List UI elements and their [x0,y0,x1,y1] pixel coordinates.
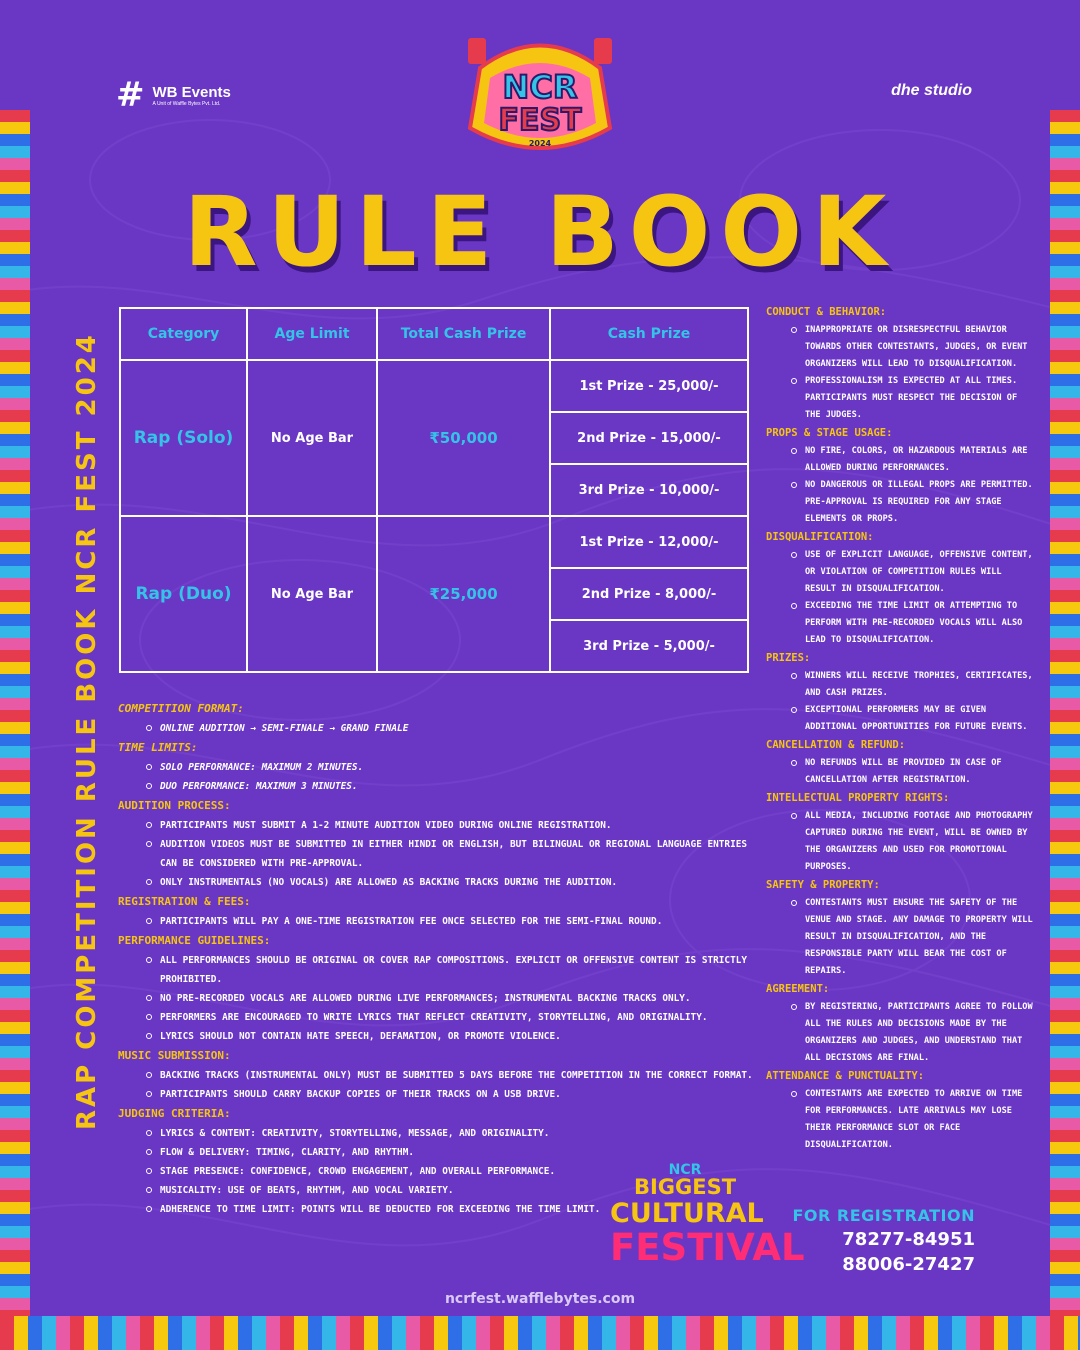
rules-left-column [118,699,768,1219]
category-cell: Rap (Solo) [120,360,247,516]
page-title: RULE BOOK [183,176,897,288]
rule-list [766,322,1036,424]
header-category: Category [120,308,247,360]
section-heading: DISQUALIFICATION: [766,531,874,543]
section-heading: REGISTRATION & FEES: [118,895,251,908]
section-heading: CANCELLATION & REFUND: [766,739,906,751]
prize-cell: 1st Prize - 25,000/- [550,360,748,412]
age-cell: No Age Bar [247,360,377,516]
section-heading: PROPS & STAGE USAGE: [766,427,893,439]
list-item: STAGE PRESENCE: CONFIDENCE, CROWD ENGAGEMENT, AND OVERALL PERFORMANCE. [118,1162,768,1181]
dhe-studio-name: dhe studio [891,82,972,99]
list-item: SOLO PERFORMANCE: MAXIMUM 2 MINUTES. [118,758,768,777]
list-item: MUSICALITY: USE OF BEATS, RHYTHM, AND VOCAL VARIETY. [118,1181,768,1200]
list-item: LYRICS SHOULD NOT CONTAIN HATE SPEECH, DEFAMATION, OR PROMOTE VIOLENCE. [118,1027,768,1046]
list-item: PERFORMERS ARE ENCOURAGED TO WRITE LYRICS THAT REFLECT CREATIVITY, STORYTELLING, AND ORIGINALITY. [118,1008,768,1027]
list-item: PARTICIPANTS SHOULD CARRY BACKUP COPIES OF THEIR TRACKS ON A USB DRIVE. [118,1085,768,1104]
section-heading: PRIZES: [766,652,811,664]
vertical-side-title: RAP COMPETITION RULE BOOK NCR FEST 2024 [72,332,102,1130]
badge-biggest: BIGGEST [633,1175,737,1199]
rule-list [766,755,1036,789]
table-row [120,360,748,412]
list-item: EXCEPTIONAL PERFORMERS MAY BE GIVEN ADDITIONAL OPPORTUNITIES FOR FUTURE EVENTS. [766,702,1036,736]
table-header-row [120,308,748,360]
prize-cell: 2nd Prize - 15,000/- [550,412,748,464]
list-item: INAPPROPRIATE OR DISRESPECTFUL BEHAVIOR TOWARDS OTHER CONTESTANTS, JUDGES, OR EVENT ORGANIZERS WILL LEAD TO DISQUALIFICATION. [766,322,1036,373]
rule-list [766,999,1036,1067]
header-age-limit: Age Limit [247,308,377,360]
registration-label: FOR REGISTRATION [792,1206,975,1225]
total-prize-cell: ₹50,000 [377,360,550,516]
registration-phone-1[interactable]: 78277-84951 [842,1229,975,1250]
list-item: CONTESTANTS ARE EXPECTED TO ARRIVE ON TIME FOR PERFORMANCES. LATE ARRIVALS MAY LOSE THEIR PERFORMANCE SLOT OR FACE DISQUALIFICATION. [766,1086,1036,1154]
rule-list [766,895,1036,980]
section-heading: AUDITION PROCESS: [118,799,231,812]
list-item: ALL PERFORMANCES SHOULD BE ORIGINAL OR COVER RAP COMPOSITIONS. EXPLICIT OR OFFENSIVE CONTENT IS STRICTLY PROHIBITED. [118,951,768,989]
list-item: NO REFUNDS WILL BE PROVIDED IN CASE OF CANCELLATION AFTER REGISTRATION. [766,755,1036,789]
section-heading: COMPETITION FORMAT: [118,702,244,715]
list-item: PROFESSIONALISM IS EXPECTED AT ALL TIMES. PARTICIPANTS MUST RESPECT THE DECISION OF THE JUDGES. [766,373,1036,424]
ncr-fest-logo [460,28,620,168]
list-item: EXCEEDING THE TIME LIMIT OR ATTEMPTING TO PERFORM WITH PRE-RECORDED VOCALS WILL ALSO LEAD TO DISQUALIFICATION. [766,598,1036,649]
badge-ncr: NCR [668,1162,702,1178]
logo-fest-text: FEST [498,103,582,138]
section-heading: AGREEMENT: [766,983,830,995]
section-heading: ATTENDANCE & PUNCTUALITY: [766,1070,925,1082]
list-item: LYRICS & CONTENT: CREATIVITY, STORYTELLING, MESSAGE, AND ORIGINALITY. [118,1124,768,1143]
bunting-right-border [1050,110,1080,1350]
prize-table [119,307,749,673]
list-item: NO FIRE, COLORS, OR HAZARDOUS MATERIALS ARE ALLOWED DURING PERFORMANCES. [766,443,1036,477]
age-cell: No Age Bar [247,516,377,672]
section-heading: PERFORMANCE GUIDELINES: [118,934,271,947]
rule-list [118,758,768,796]
prize-cell: 1st Prize - 12,000/- [550,516,748,568]
header-total-cash-prize: Total Cash Prize [377,308,550,360]
biggest-cultural-festival-badge [610,1162,805,1269]
section-heading: TIME LIMITS: [118,741,198,754]
website-link[interactable]: ncrfest.wafflebytes.com [444,1291,636,1307]
badge-festival: FESTIVAL [610,1226,805,1269]
list-item: ONLINE AUDITION → SEMI-FINALE → GRAND FINALE [118,719,768,738]
list-item: ALL MEDIA, INCLUDING FOOTAGE AND PHOTOGRAPHY CAPTURED DURING THE EVENT, WILL BE OWNED BY THE ORGANIZERS AND USED FOR PROMOTIONAL PURPOSES. [766,808,1036,876]
registration-phone-2[interactable]: 88006-27427 [842,1254,975,1275]
dhe-studio-logo [891,84,972,98]
bunting-bottom-border [0,1316,1080,1350]
list-item: WINNERS WILL RECEIVE TROPHIES, CERTIFICATES, AND CASH PRIZES. [766,668,1036,702]
badge-cultural: CULTURAL [610,1198,764,1229]
list-item: NO PRE-RECORDED VOCALS ARE ALLOWED DURING LIVE PERFORMANCES; INSTRUMENTAL BACKING TRACKS ONLY. [118,989,768,1008]
logo-ncr-text: NCR [502,68,578,106]
wb-events-sub: A Unit of Waffle Bytes Pvt. Ltd. [152,100,221,107]
category-cell: Rap (Duo) [120,516,247,672]
section-heading: MUSIC SUBMISSION: [118,1049,231,1062]
rule-list [766,1086,1036,1154]
rule-list [118,951,768,1046]
list-item: CONTESTANTS MUST ENSURE THE SAFETY OF THE VENUE AND STAGE. ANY DAMAGE TO PROPERTY WILL RESULT IN DISQUALIFICATION, AND THE RESPONSIBLE PARTY WILL BEAR THE COST OF REPAIRS. [766,895,1036,980]
rule-list [766,808,1036,876]
rule-list [118,719,768,738]
rule-list [766,443,1036,528]
list-item: DUO PERFORMANCE: MAXIMUM 3 MINUTES. [118,777,768,796]
list-item: ONLY INSTRUMENTALS (NO VOCALS) ARE ALLOWED AS BACKING TRACKS DURING THE AUDITION. [118,873,768,892]
list-item: USE OF EXPLICIT LANGUAGE, OFFENSIVE CONTENT, OR VIOLATION OF COMPETITION RULES WILL RESULT IN DISQUALIFICATION. [766,547,1036,598]
prize-cell: 3rd Prize - 10,000/- [550,464,748,516]
section-heading: JUDGING CRITERIA: [118,1107,231,1120]
list-item: NO DANGEROUS OR ILLEGAL PROPS ARE PERMITTED. PRE-APPROVAL IS REQUIRED FOR ANY STAGE ELEMENTS OR PROPS. [766,477,1036,528]
list-item: FLOW & DELIVERY: TIMING, CLARITY, AND RHYTHM. [118,1143,768,1162]
rule-list [118,912,768,931]
rule-list [118,816,768,892]
wb-events-name: WB Events [152,83,231,101]
prize-cell: 3rd Prize - 5,000/- [550,620,748,672]
list-item: BY REGISTERING, PARTICIPANTS AGREE TO FOLLOW ALL THE RULES AND DECISIONS MADE BY THE ORGANIZERS AND JUDGES, AND UNDERSTAND THAT ALL DECISIONS ARE FINAL. [766,999,1036,1067]
list-item: ADHERENCE TO TIME LIMIT: POINTS WILL BE DEDUCTED FOR EXCEEDING THE TIME LIMIT. [118,1200,768,1219]
section-heading: INTELLECTUAL PROPERTY RIGHTS: [766,792,950,804]
table-row [120,516,748,568]
rule-list [766,547,1036,649]
list-item: BACKING TRACKS (INSTRUMENTAL ONLY) MUST BE SUBMITTED 5 DAYS BEFORE THE COMPETITION IN THE CORRECT FORMAT. [118,1066,768,1085]
rule-list [766,668,1036,736]
list-item: PARTICIPANTS MUST SUBMIT A 1-2 MINUTE AUDITION VIDEO DURING ONLINE REGISTRATION. [118,816,768,835]
rule-list [118,1066,768,1104]
bunting-left-border [0,110,30,1350]
registration-block [790,1206,975,1275]
list-item: PARTICIPANTS WILL PAY A ONE-TIME REGISTRATION FEE ONCE SELECTED FOR THE SEMI-FINAL ROUND. [118,912,768,931]
rules-right-column [766,303,1036,1154]
header-cash-prize: Cash Prize [550,308,748,360]
section-heading: CONDUCT & BEHAVIOR: [766,306,887,318]
logo-year-text: 2024 [528,139,552,148]
section-heading: SAFETY & PROPERTY: [766,879,880,891]
list-item: AUDITION VIDEOS MUST BE SUBMITTED IN EITHER HINDI OR ENGLISH, BUT BILINGUAL OR REGIONAL LANGUAGE ENTRIES CAN BE CONSIDERED WITH PRE-APPROVAL. [118,835,768,873]
total-prize-cell: ₹25,000 [377,516,550,672]
wb-events-logo [116,75,231,115]
prize-cell: 2nd Prize - 8,000/- [550,568,748,620]
hash-icon: # [116,75,145,115]
